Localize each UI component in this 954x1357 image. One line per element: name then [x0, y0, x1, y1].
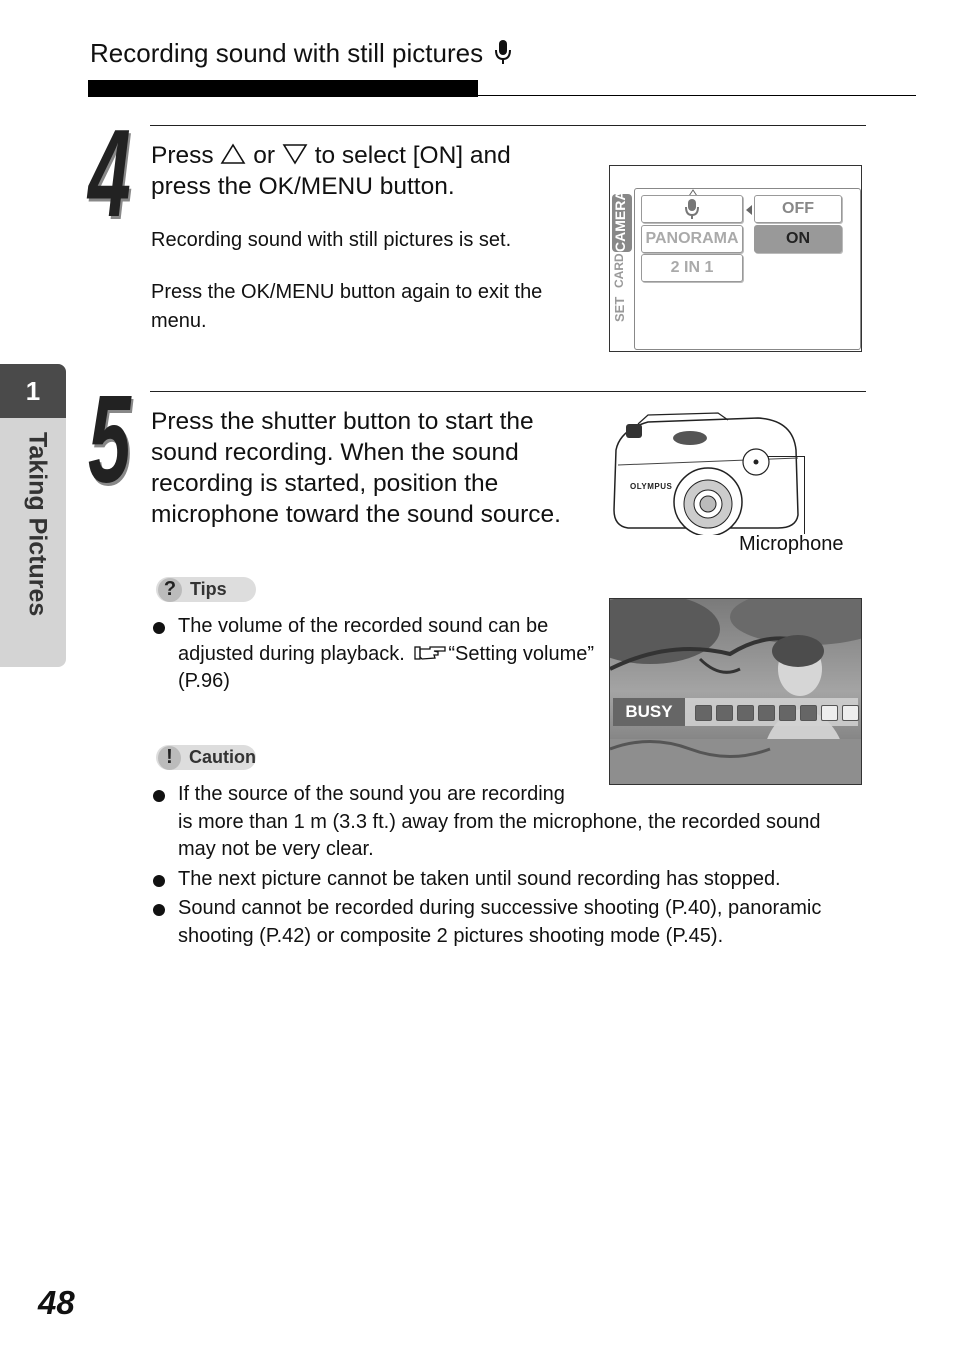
- busy-progress-segment: [821, 705, 838, 721]
- busy-progress-segment: [758, 705, 775, 721]
- up-triangle-icon: [220, 143, 246, 165]
- busy-progress-segment: [779, 705, 796, 721]
- busy-progress-segment: [695, 705, 712, 721]
- caution-badge: ! Caution: [156, 745, 256, 770]
- header-bar: [88, 80, 478, 97]
- microphone-leader-h: [768, 456, 804, 457]
- page-title: Recording sound with still pictures: [90, 38, 512, 69]
- menu-tab-card: CARD: [612, 253, 626, 288]
- microphone-icon: [684, 198, 700, 220]
- microphone-leader-v: [804, 456, 805, 534]
- menu-item-panorama: PANORAMA: [641, 225, 743, 253]
- busy-progress-segment: [842, 705, 859, 721]
- busy-progress-segment: [800, 705, 817, 721]
- photo-background: [610, 599, 861, 784]
- step-4-note-2: Press the OK/MENU button again to exit the menu.: [151, 281, 543, 332]
- busy-screen: [609, 598, 862, 785]
- step-5-number: 5: [88, 371, 131, 509]
- microphone-icon: [494, 39, 512, 65]
- caution-item: Sound cannot be recorded during successive shooting (P.40), panoramic shooting (P.42) or composite 2 pictures shooting mode (P.45).: [151, 895, 856, 950]
- busy-progress-segment: [716, 705, 733, 721]
- busy-progress: [695, 705, 859, 721]
- pointing-hand-icon: [414, 644, 448, 662]
- microphone-label: Microphone: [739, 533, 844, 555]
- chapter-number: 1: [0, 364, 66, 418]
- step-5-instruction: Press the shutter button to start the sound recording. When the sound recording is started, position the microphone toward the sound source.: [151, 408, 561, 528]
- menu-left-arrow: [745, 203, 753, 221]
- menu-tab-set: SET: [612, 296, 627, 322]
- step-4-rule: [150, 125, 866, 126]
- step-4-note-1: Recording sound with still pictures is set.: [151, 229, 512, 251]
- menu-screen: [609, 165, 862, 352]
- option-off: OFF: [754, 195, 842, 223]
- tips-list: [151, 613, 596, 696]
- tips-item: The volume of the recorded sound can be adjusted during playback. “Setting volume” (P.96): [151, 613, 596, 696]
- down-triangle-icon: [282, 143, 308, 165]
- step-5-rule: [150, 391, 866, 392]
- busy-label: BUSY: [613, 698, 685, 726]
- step-4-instruction: Press or to select [ON] and press the OK/MENU button.: [151, 142, 511, 200]
- page-number: 48: [38, 1284, 75, 1321]
- caution-item: If the source of the sound you are recording is more than 1 m (3.3 ft.) away from the microphone, the recorded sound may not be very clear.: [151, 781, 856, 864]
- question-icon: ?: [158, 578, 182, 602]
- header-rule: [478, 95, 916, 96]
- caution-item: The next picture cannot be taken until sound recording has stopped.: [151, 866, 856, 894]
- camera-brand: OLYMPUS: [630, 482, 673, 491]
- menu-item-2in1: 2 IN 1: [641, 254, 743, 282]
- caution-list: [151, 781, 856, 950]
- menu-item-sound: [641, 195, 743, 223]
- menu-tab-camera: CAMERA: [612, 190, 628, 252]
- busy-progress-segment: [737, 705, 754, 721]
- exclamation-icon: !: [158, 746, 181, 770]
- camera-drawing: [608, 410, 808, 535]
- tips-badge: ? Tips: [156, 577, 256, 602]
- step-4-number: 4: [88, 105, 131, 243]
- chapter-label: Taking Pictures: [23, 432, 52, 617]
- option-on: ON: [754, 225, 842, 253]
- busy-bar: [613, 698, 858, 726]
- menu-tabs: [612, 190, 632, 344]
